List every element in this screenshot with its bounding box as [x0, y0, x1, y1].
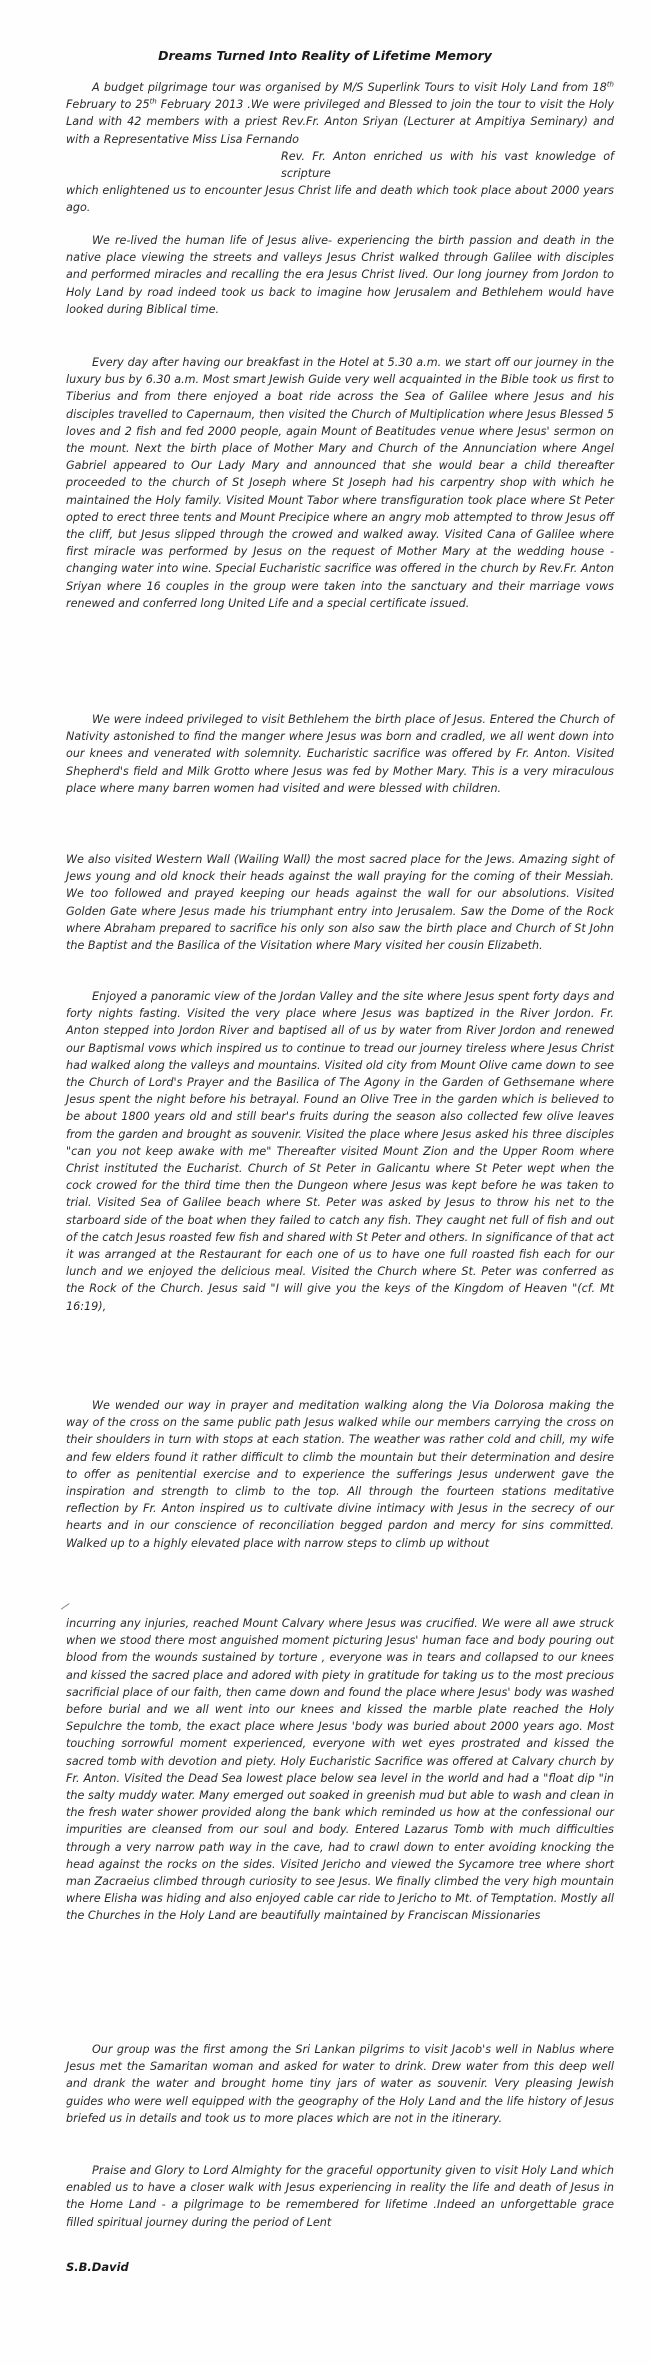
paragraph-2-block	[66, 232, 614, 318]
paragraph-2: We re-lived the human life of Jesus alive- experiencing the birth passion and death in the native place viewing the streets and valleys Jesus Christ walked through Galilee with disciples and performed miracles and recalling the era Jesus Christ lived. Our long journey from Jordon to Holy Land by road indeed took us back to imagine how Jerusalem and Bethlehem would have looked during Biblical time.	[66, 234, 614, 316]
paragraph-6-block	[66, 988, 614, 1315]
paragraph-1-rev-line: Rev. Fr. Anton enriched us with his vast knowledge of scripture	[281, 149, 614, 181]
ordinal-suffix: th	[149, 97, 157, 106]
paragraph-10-block	[66, 2162, 614, 2231]
paragraph-3-block	[66, 354, 614, 612]
paragraph-9-block	[66, 2041, 614, 2127]
paragraph-8: incurring any injuries, reached Mount Calvary where Jesus was crucified. We were all awe struck when we stood there most anguished moment picturing Jesus' human face and body pouring out blood from the wounds sustained by torture , everyone was in tears and collapsed to our knees and kissed the sacred place and adored with piety in gratitude for taking us to the most precious sacrificial place of our faith, then came down and found the place where Jesus' body was washed before burial and we all went into our knees and kissed the marble plate reached the Holy Sepulchre the tomb, the exact place where Jesus 'body was buried about 2000 years ago. Most touching sorrowful moment experienced, everyone with wet eyes prostrated and kissed the sacred tomb with devotion and piety. Holy Eucharistic Sacrifice was offered at Calvary church by Fr. Anton. Visited the Dead Sea lowest place below sea level in the world and had a "float dip "in the salty muddy water. Many emerged out soaked in greenish mud but able to wash and clean in the fresh water shower provided along the bank which reminded us how at the confessional our impurities are cleansed from our soul and body. Entered Lazarus Tomb with much difficulties through a very narrow path way in the cave, had to crawl down to enter avoiding knocking the head against the rocks on the sides. Visited Jericho and viewed the Sycamore tree where short man Zacraeius climbed through curiosity to see Jesus. We finally climbed the very high mountain where Elisha was hiding and also enjoyed cable car ride to Jericho to Mt. of Temptation. Mostly all the Churches in the Holy Land are beautifully maintained by Franciscan Missionaries	[66, 1617, 614, 1923]
author-signature: S.B.David	[66, 2260, 129, 2274]
paragraph-5: We also visited Western Wall (Wailing Wall) the most sacred place for the Jews. Amazing sight of Jews young and old knock their heads against the wall praying for the coming of their Messiah. We too followed and prayed keeping our heads against the wall for our absolutions. Visited Golden Gate where Jesus made his triumphant entry into Jerusalem. Saw the Dome of the Rock where Abraham prepared to sacrifice his only son also saw the birth place and Church of St John the Baptist and the Basilica of the Visitation where Mary visited her cousin Elizabeth.	[66, 853, 614, 953]
paragraph-7-block	[66, 1397, 614, 1552]
document-title: Dreams Turned Into Reality of Lifetime Memory	[158, 48, 492, 63]
paragraph-8-block	[66, 1615, 614, 1925]
paragraph-3: Every day after having our breakfast in the Hotel at 5.30 a.m. we start off our journey in the luxury bus by 6.30 a.m. Most smart Jewish Guide very well acquainted in the Bible took us first to Tiberius and from there enjoyed a boat ride across the Sea of Galilee where Jesus and his disciples travelled to Capernaum, then visited the Church of Multiplication where Jesus Blessed 5 loves and 2 fish and fed 2000 people, again Mount of Beatitudes venue where Jesus' sermon on the mount. Next the birth place of Mother Mary and Church of the Annunciation where Angel Gabriel appeared to Our Lady Mary and announced that she would bear a child thereafter proceeded to the church of St Joseph where St Joseph had his carpentry shop with which he maintained the Holy family. Visited Mount Tabor where transfiguration took place where St Peter opted to erect three tents and Mount Precipice where an angry mob attempted to throw Jesus off the cliff, but Jesus slipped through the crowed and walked away. Visited Cana of Galilee where first miracle was performed by Jesus on the request of Mother Mary at the wedding house - changing water into wine. Special Eucharistic sacrifice was offered in the church by Rev.Fr. Anton Sriyan where 16 couples in the group were taken into the sanctuary and their marriage vows renewed and conferred long United Life and a special certificate issued.	[66, 356, 614, 610]
paragraph-6: Enjoyed a panoramic view of the Jordan Valley and the site where Jesus spent forty days and forty nights fasting. Visited the very place where Jesus was baptized in the River Jordon. Fr. Anton stepped into Jordon River and baptised all of us by water from River Jordon and renewed our Baptismal vows which inspired us to continue to tread our journey tireless where Jesus Christ had walked along the valleys and mountains. Visited old city from Mount Olive came down to see the Church of Lord's Prayer and the Basilica of The Agony in the Garden of Gethsemane where Jesus spent the night before his betrayal. Found an Olive Tree in the garden which is believed to be about 1800 years old and still bear's fruits during the season also collected few olive leaves from the garden and brought as souvenir. Visited the place where Jesus asked his three disciples "can you not keep awake with me" Thereafter visited Mount Zion and the Upper Room where Christ instituted the Eucharist. Church of St Peter in Galicantu where St Peter wept when the cock crowed for the third time then the Dungeon where Jesus was kept before he was taken to trial. Visited Sea of Galilee beach where St. Peter was asked by Jesus to throw his net to the starboard side of the boat when they failed to catch any fish. They caught net full of fish and out of the catch Jesus roasted few fish and shared with St Peter and others. In significance of that act it was arranged at the Restaurant for each one of us to have one full roasted fish each for our lunch and we enjoyed the delicious meal. Visited the Church where St. Peter was conferred as the Rock of the Church. Jesus said "I will give you the keys of the Kingdom of Heaven "(cf. Mt 16:19),	[66, 990, 614, 1313]
paragraph-1-part-b: February to 25	[66, 98, 150, 112]
paragraph-1-part-a: A budget pilgrimage tour was organised by M/S Superlink Tours to visit Holy Land from 18	[92, 81, 607, 94]
paragraph-7: We wended our way in prayer and meditation walking along the Via Dolorosa making the way of the cross on the same public path Jesus walked while our members carrying the cross on their shoulders in turn with stops at each station. The weather was rather cold and chill, my wife and few elders found it rather difficult to climb the mountain but their determination and desire to offer as penitential exercise and to experience the sufferings Jesus underwent gave the inspiration and strength to climb to the top. All through the fourteen stations meditative reflection by Fr. Anton inspired us to cultivate divine intimacy with Jesus in the secrecy of our hearts and in our conscience of reconciliation begged pardon and mercy for sins committed. Walked up to a highly elevated place with narrow steps to climb up without	[66, 1399, 614, 1550]
paragraph-9: Our group was the first among the Sri Lankan pilgrims to visit Jacob's well in Nablus where Jesus met the Samaritan woman and asked for water to drink. Drew water from this deep well and drank the water and brought home tiny jars of water as souvenir. Very pleasing Jewish guides who were well equipped with the geography of the Holy Land and the life history of Jesus briefed us in details and took us to more places which are not in the itinerary.	[66, 2043, 614, 2125]
paragraph-1-continuation: which enlightened us to encounter Jesus Christ life and death which took place about 2000 years ago.	[66, 184, 614, 215]
paragraph-4-block	[66, 711, 614, 797]
paragraph-1-part-c: February 2013 .We were privileged and Blessed to join the tour to visit the Holy Land with 42 members with a priest Rev.Fr. Anton Sriyan (Lecturer at Ampitiya Seminary) and with a Representative Miss Lisa Fernando	[66, 98, 614, 146]
paragraph-5-block	[66, 851, 614, 954]
paragraph-10: Praise and Glory to Lord Almighty for the graceful opportunity given to visit Holy Land which enabled us to have a closer walk with Jesus experiencing in reality the life and death of Jesus in the Home Land - a pilgrimage to be remembered for lifetime .Indeed an unforgettable grace filled spiritual journey during the period of Lent	[66, 2164, 614, 2229]
paragraph-1	[66, 79, 614, 148]
ordinal-suffix: th	[606, 80, 614, 89]
paragraph-4: We were indeed privileged to visit Bethlehem the birth place of Jesus. Entered the Church of Nativity astonished to find the manger where Jesus was born and cradled, we all went down into our knees and venerated with solemnity. Eucharistic sacrifice was offered by Fr. Anton. Visited Shepherd's field and Milk Grotto where Jesus was fed by Mother Mary. This is a very miraculous place where many barren women had visited and were blessed with children.	[66, 713, 614, 795]
paragraph-1-block	[66, 79, 614, 217]
